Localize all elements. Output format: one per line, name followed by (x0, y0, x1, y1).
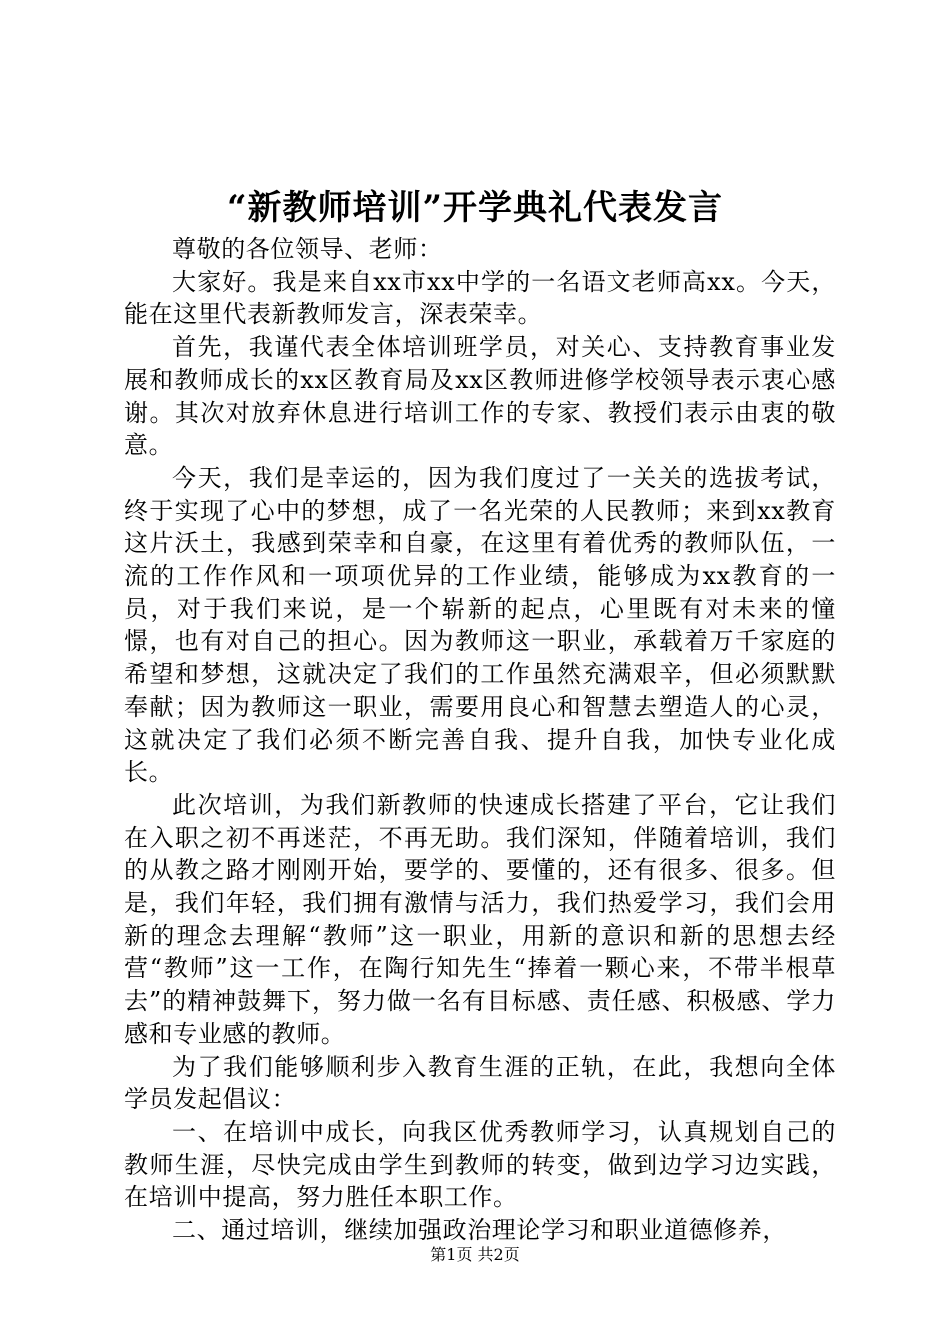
paragraph-proposal-1: 一、在培训中成长，向我区优秀教师学习，认真规划自己的教师生涯，尽快完成由学生到教师的转变，做到边学习边实践，在培训中提高，努力胜任本职工作。 (124, 1117, 836, 1212)
paragraph-proposal-2: 二、通过培训，继续加强政治理论学习和职业道德修养， (172, 1216, 787, 1245)
document-title: “新教师培训”开学典礼代表发言 (226, 188, 724, 228)
paragraph-greeting: 大家好。我是来自xx市xx中学的一名语文老师高xx。今天，能在这里代表新教师发言，深表荣幸。 (124, 267, 836, 329)
paragraph-training: 此次培训，为我们新教师的快速成长搭建了平台，它让我们在入职之初不再迷茫，不再无助。我们深知，伴随着培训，我们的从教之路才刚刚开始，要学的、要懂的，还有很多、很多。但是，我们年轻，我们拥有激情与活力，我们热爱学习，我们会用新的理念去理解“教师”这一职业，用新的意识和新的思想去经营“教师”这一工作，在陶行知先生“捧着一颗心来，不带半根草去”的精神鼓舞下，努力做一名有目标感、责任感、积极感、学力感和专业感的教师。 (124, 790, 836, 1048)
document-body (124, 233, 836, 1247)
paragraph-fortune: 今天，我们是幸运的，因为我们度过了一关关的选拔考试，终于实现了心中的梦想，成了一名光荣的人民教师；来到xx教育这片沃土，我感到荣幸和自豪，在这里有着优秀的教师队伍，一流的工作作风和一项项优异的工作业绩，能够成为xx教育的一员，对于我们来说，是一个崭新的起点，心里既有对未来的憧憬，也有对自己的担心。因为教师这一职业，承载着万千家庭的希望和梦想，这就决定了我们的工作虽然充满艰辛，但必须默默奉献；因为教师这一职业，需要用良心和智慧去塑造人的心灵，这就决定了我们必须不断完善自我、提升自我，加快专业化成长。 (124, 463, 836, 787)
paragraph-thanks: 首先，我谨代表全体培训班学员，对关心、支持教育事业发展和教师成长的xx区教育局及xx区教师进修学校领导表示衷心感谢。其次对放弃休息进行培训工作的专家、教授们表示由衷的敬意。 (124, 333, 836, 460)
paragraph-proposal: 为了我们能够顺利步入教育生涯的正轨，在此，我想向全体学员发起倡议： (124, 1052, 836, 1114)
paragraph-salutation: 尊敬的各位领导、老师： (172, 235, 443, 263)
page-number: 第1页 共2页 (430, 1245, 520, 1264)
